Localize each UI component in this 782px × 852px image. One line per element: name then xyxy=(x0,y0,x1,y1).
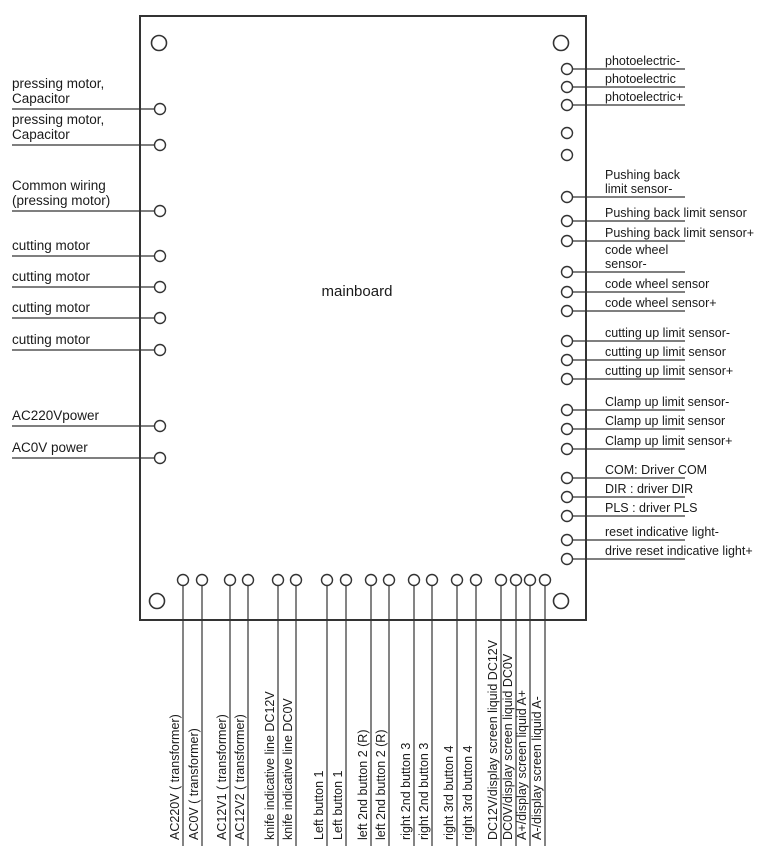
bottom-terminal-label: A+/display screen liquid A+ xyxy=(515,689,529,840)
right-terminal-label: code wheel xyxy=(605,243,669,257)
bottom-terminal-label: DC0V/display screen liquid DC0V xyxy=(501,653,515,840)
mainboard-title: mainboard xyxy=(321,283,393,300)
left-terminal-label: Capacitor xyxy=(12,127,70,142)
right-terminal-label: Pushing back limit sensor+ xyxy=(605,226,755,240)
terminal-pin xyxy=(471,575,482,586)
right-terminal-label: cutting up limit sensor- xyxy=(605,326,731,340)
right-terminal-label: cutting up limit sensor+ xyxy=(605,364,734,378)
terminal-pin xyxy=(562,473,573,484)
terminal-pin xyxy=(409,575,420,586)
bottom-terminal-label: AC0V ( transformer) xyxy=(187,728,201,840)
right-terminal-label: COM: Driver COM xyxy=(605,463,708,477)
terminal-pin xyxy=(562,216,573,227)
terminal-pin xyxy=(155,251,166,262)
right-terminal-label: Clamp up limit sensor+ xyxy=(605,434,733,448)
right-terminal-label: drive reset indicative light+ xyxy=(605,544,753,558)
mounting-hole-top-left xyxy=(152,36,167,51)
bottom-terminal-label: DC12V/display screen liquid DC12V xyxy=(486,639,500,840)
terminal-pin xyxy=(155,453,166,464)
bottom-terminal-label: knife indicative line DC12V xyxy=(263,691,277,840)
terminal-pin xyxy=(562,535,573,546)
right-terminal-label: Clamp up limit sensor- xyxy=(605,395,730,409)
right-terminal xyxy=(562,206,747,227)
terminal-pin xyxy=(341,575,352,586)
terminal-pin xyxy=(322,575,333,586)
terminal-pin xyxy=(562,336,573,347)
terminal-pin xyxy=(562,150,573,161)
terminal-pin xyxy=(562,405,573,416)
terminal-pin xyxy=(562,554,573,565)
right-terminal-label: Pushing back limit sensor xyxy=(605,206,747,220)
bottom-terminal-label: right 2nd button 3 xyxy=(399,742,413,840)
terminal-pin xyxy=(540,575,551,586)
terminal-pin xyxy=(155,313,166,324)
right-terminal-label: Clamp up limit sensor xyxy=(605,414,726,428)
terminal-pin xyxy=(273,575,284,586)
terminal-pin xyxy=(562,267,573,278)
left-terminal-label: pressing motor, xyxy=(12,112,105,127)
terminal-pin xyxy=(525,575,536,586)
terminal-pin xyxy=(562,192,573,203)
left-terminal-label: AC0V power xyxy=(12,440,88,455)
terminal-pin xyxy=(155,206,166,217)
right-terminal xyxy=(562,434,733,455)
right-terminal-label: Pushing back xyxy=(605,168,681,182)
left-terminal-label: cutting motor xyxy=(12,300,91,315)
terminal-pin xyxy=(155,345,166,356)
bottom-terminal-label: AC12V1 ( transformer) xyxy=(215,714,229,840)
left-terminal-label: Capacitor xyxy=(12,91,70,106)
terminal-pin xyxy=(562,82,573,93)
right-terminal-label: photoelectric- xyxy=(605,54,681,68)
terminal-pin xyxy=(155,282,166,293)
terminal-pin xyxy=(178,575,189,586)
terminal-pin xyxy=(562,100,573,111)
mainboard-outline xyxy=(140,16,586,620)
left-terminal-label: AC220Vpower xyxy=(12,408,100,423)
terminal-pin xyxy=(562,355,573,366)
terminal-pin xyxy=(562,492,573,503)
right-terminal-label: code wheel sensor xyxy=(605,277,710,291)
left-terminal-label: pressing motor, xyxy=(12,76,105,91)
bottom-terminal-label: A-/display screen liquid A- xyxy=(530,696,544,840)
bottom-terminal-label: Left button 1 xyxy=(312,770,326,840)
terminal-pin xyxy=(291,575,302,586)
mounting-hole-bottom-left xyxy=(150,594,165,609)
terminal-pin xyxy=(427,575,438,586)
left-terminal-label: cutting motor xyxy=(12,269,91,284)
terminal-pin xyxy=(562,128,573,139)
terminal-pin xyxy=(155,421,166,432)
right-terminal-label: reset indicative light- xyxy=(605,525,719,539)
right-terminal-label: DIR : driver DIR xyxy=(605,482,694,496)
terminal-pin xyxy=(366,575,377,586)
terminal-pin xyxy=(243,575,254,586)
right-terminal-label: code wheel sensor+ xyxy=(605,296,717,310)
right-terminal xyxy=(562,128,573,139)
terminal-pin xyxy=(511,575,522,586)
bottom-terminal-label: Left button 1 xyxy=(331,770,345,840)
left-terminal-label: Common wiring xyxy=(12,178,106,193)
mounting-hole-bottom-right xyxy=(554,594,569,609)
terminal-pin xyxy=(562,374,573,385)
terminal-pin xyxy=(197,575,208,586)
terminal-pin xyxy=(562,444,573,455)
right-terminal-label: photoelectric xyxy=(605,72,676,86)
right-terminal xyxy=(562,150,573,161)
terminal-pin xyxy=(562,64,573,75)
left-terminal-label: (pressing motor) xyxy=(12,193,111,208)
terminal-pin xyxy=(225,575,236,586)
terminal-pin xyxy=(496,575,507,586)
terminal-pin xyxy=(384,575,395,586)
right-terminal-group xyxy=(562,54,755,565)
bottom-terminal-label: AC220V ( transformer) xyxy=(168,714,182,840)
terminal-pin xyxy=(562,287,573,298)
right-terminal-label: photoelectric+ xyxy=(605,90,684,104)
bottom-terminal-label: left 2nd button 2 (R) xyxy=(374,729,388,840)
left-terminal-label: cutting motor xyxy=(12,332,91,347)
right-terminal xyxy=(562,544,753,565)
terminal-pin xyxy=(562,236,573,247)
terminal-pin xyxy=(562,511,573,522)
right-terminal-label: sensor- xyxy=(605,257,647,271)
terminal-pin xyxy=(562,306,573,317)
terminal-pin xyxy=(452,575,463,586)
right-terminal-label: cutting up limit sensor xyxy=(605,345,726,359)
terminal-pin xyxy=(562,424,573,435)
right-terminal xyxy=(562,364,734,385)
right-terminal-label: PLS : driver PLS xyxy=(605,501,698,515)
right-terminal-label: limit sensor- xyxy=(605,182,673,196)
bottom-terminal-label: left 2nd button 2 (R) xyxy=(356,729,370,840)
bottom-terminal-label: AC12V2 ( transformer) xyxy=(233,714,247,840)
bottom-terminal-label: knife indicative line DC0V xyxy=(281,698,295,840)
mounting-hole-top-right xyxy=(554,36,569,51)
left-terminal-label: cutting motor xyxy=(12,238,91,253)
terminal-pin xyxy=(155,140,166,151)
terminal-pin xyxy=(155,104,166,115)
bottom-terminal-label: right 3rd button 4 xyxy=(442,745,456,840)
bottom-terminal-label: right 2nd button 3 xyxy=(417,742,431,840)
bottom-terminal-label: right 3rd button 4 xyxy=(461,745,475,840)
